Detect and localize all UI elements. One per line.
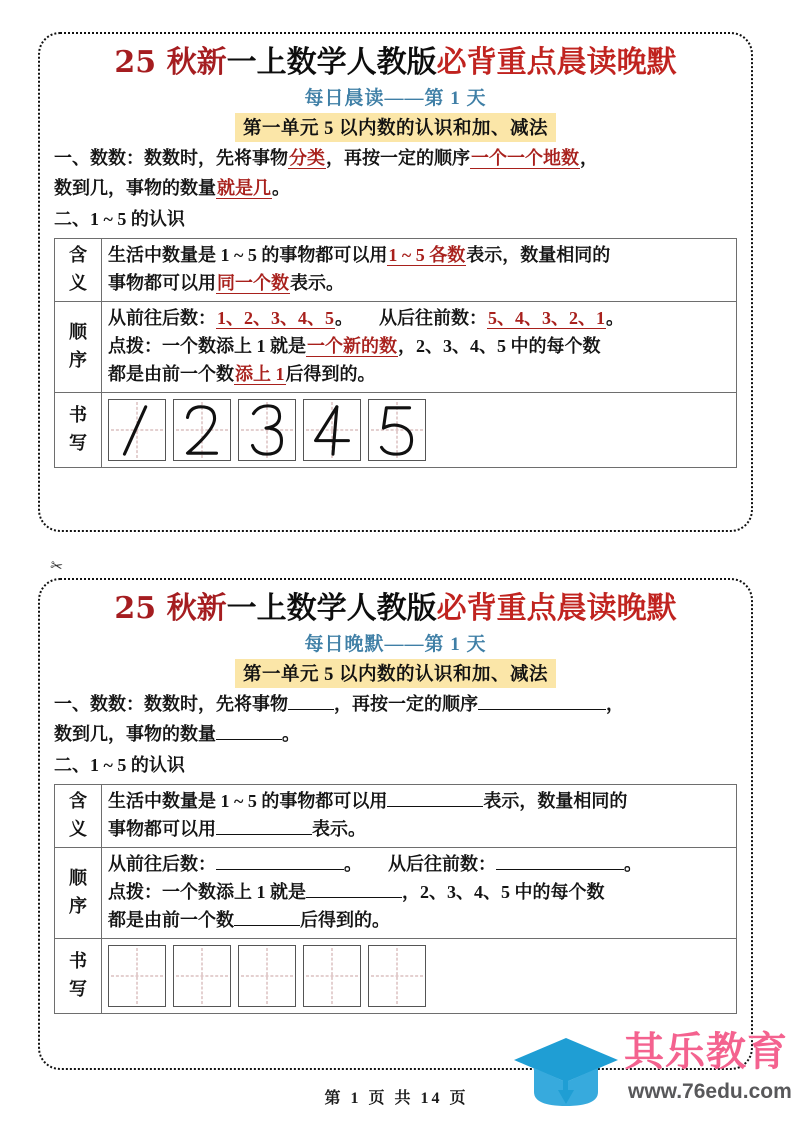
writing-box-group-filled — [108, 399, 730, 461]
watermark-url: www.76edu.com — [628, 1080, 792, 1103]
row-content-order — [102, 847, 737, 938]
table-row-meaning — [55, 785, 737, 848]
morning-subtitle: 每日晨读——第 1 天 — [304, 87, 487, 109]
writing-box[interactable] — [238, 399, 296, 461]
order-l2-post: ，2、3、4、5 中的每个数 — [402, 881, 605, 902]
s1-line2-pre: 数到几，事物的数量 — [54, 177, 216, 198]
meaning-line1 — [108, 242, 730, 270]
watermark-logo — [512, 1028, 792, 1114]
label-char-1: 顺 — [69, 867, 87, 888]
order-l1-mid: 。 — [344, 853, 362, 874]
handwritten-digit-3 — [239, 400, 295, 460]
answer-blank[interactable] — [478, 709, 606, 710]
morning-section2-heading: 二、1 ~ 5 的认识 — [54, 208, 185, 229]
order-l3-post: 后得到的。 — [285, 363, 376, 384]
writing-box[interactable] — [303, 945, 361, 1007]
table-row-order — [55, 847, 737, 938]
morning-section1-line1: 一、数数：数数时，先将事物分类，再按一定的顺序一个一个地数， — [54, 147, 598, 168]
row-content-order — [102, 301, 737, 392]
evening-section2-heading: 二、1 ~ 5 的认识 — [54, 754, 185, 775]
graduation-cap-icon — [512, 1034, 620, 1110]
answer-blank[interactable] — [306, 897, 402, 898]
writing-box[interactable] — [368, 399, 426, 461]
title-tail: 必背重点晨读晚默 — [436, 591, 677, 626]
unit-banner: 第一单元 5 以内数的认识和加、减法 — [235, 659, 556, 688]
label-char-1: 书 — [69, 950, 87, 971]
meaning-l2-pre: 事物都可以用 — [108, 818, 216, 839]
writing-box[interactable] — [108, 945, 166, 1007]
order-l1-pre2: 从后往前数： — [379, 307, 487, 328]
meaning-l1-pre: 生活中数量是 1 ~ 5 的事物都可以用 — [108, 791, 388, 812]
row-label-meaning — [55, 239, 102, 302]
handwritten-digit-1 — [109, 400, 165, 460]
title-prefix: 25 秋新 — [114, 591, 227, 626]
label-char-2: 写 — [69, 978, 87, 999]
meaning-answer-1: 1 ~ 5 各数 — [388, 245, 466, 266]
writing-box[interactable] — [173, 399, 231, 461]
label-char-2: 序 — [69, 895, 87, 916]
order-line2 — [108, 879, 730, 907]
row-label-meaning — [55, 785, 102, 848]
meaning-l1-pre: 生活中数量是 1 ~ 5 的事物都可以用 — [108, 245, 388, 266]
morning-banner-wrap — [54, 113, 737, 142]
order-line2 — [108, 333, 730, 361]
table-row-meaning — [55, 239, 737, 302]
answer-blank[interactable] — [387, 806, 483, 807]
meaning-answer-2: 同一个数 — [217, 272, 289, 293]
title-middle: 一上数学人教 — [226, 591, 407, 626]
evening-section1-line2 — [54, 720, 737, 749]
label-char-2: 义 — [69, 272, 87, 293]
writing-box[interactable] — [368, 945, 426, 1007]
morning-section1-line2 — [54, 174, 737, 203]
writing-box[interactable] — [303, 399, 361, 461]
order-l1-mid: 。 — [335, 307, 353, 328]
s1-line2-pre: 数到几，事物的数量 — [54, 723, 216, 744]
meaning-l1-post: 表示，数量相同的 — [466, 245, 611, 266]
row-content-meaning — [102, 239, 737, 302]
label-char-1: 顺 — [69, 321, 87, 342]
row-label-order — [55, 847, 102, 938]
morning-table — [54, 238, 737, 467]
s1-line2-post: 。 — [282, 723, 300, 744]
scissors-icon: ✂ — [48, 557, 65, 577]
page-title-2 — [54, 592, 737, 626]
title-middle: 一上数学人教 — [226, 45, 407, 80]
order-line1 — [108, 305, 730, 333]
order-l1-pre: 从前往后数： — [108, 307, 216, 328]
page-title — [54, 46, 737, 80]
writing-box[interactable] — [238, 945, 296, 1007]
s1-lead: 一、数数：数数时，先将事物 — [54, 147, 288, 168]
answer-blank[interactable] — [496, 869, 624, 870]
label-char-1: 书 — [69, 404, 87, 425]
table-row-writing — [55, 938, 737, 1013]
order-l2-post: ，2、3、4、5 中的每个数 — [398, 335, 601, 356]
row-label-writing — [55, 938, 102, 1013]
answer-blank[interactable] — [216, 834, 312, 835]
order-answer-1: 1、2、3、4、5 — [217, 307, 334, 328]
evening-subtitle: 每日晚默——第 1 天 — [304, 633, 487, 655]
row-label-writing — [55, 392, 102, 467]
s1-answer-3: 就是几 — [217, 177, 271, 198]
order-l1-post: 。 — [624, 853, 642, 874]
order-l1-pre: 从前往后数： — [108, 853, 216, 874]
order-l1-pre2: 从后往前数： — [388, 853, 496, 874]
title-tail: 必背重点晨读晚默 — [436, 45, 677, 80]
s1-mid: ，再按一定的顺序 — [334, 693, 478, 714]
meaning-l2-post: 表示。 — [312, 818, 366, 839]
handwritten-digit-2 — [174, 400, 230, 460]
meaning-l2-pre: 事物都可以用 — [108, 272, 216, 293]
row-content-writing — [102, 938, 737, 1013]
meaning-line2 — [108, 816, 730, 844]
writing-box[interactable] — [173, 945, 231, 1007]
order-line3 — [108, 361, 730, 389]
label-char-2: 序 — [69, 349, 87, 370]
answer-blank[interactable] — [288, 709, 334, 710]
label-char-2: 写 — [69, 432, 87, 453]
order-line3 — [108, 907, 730, 935]
s1-lead: 一、数数：数数时，先将事物 — [54, 693, 288, 714]
order-l3-pre: 都是由前一个数 — [108, 909, 234, 930]
s1-answer-1: 分类 — [289, 147, 325, 168]
evening-banner-wrap — [54, 659, 737, 688]
handwritten-digit-4 — [304, 400, 360, 460]
handwritten-digit-5 — [369, 400, 425, 460]
title-prefix: 25 秋新 — [114, 45, 227, 80]
table-row-order — [55, 301, 737, 392]
s1-answer-2: 一个一个地数 — [471, 147, 579, 168]
row-content-writing — [102, 392, 737, 467]
order-l3-pre: 都是由前一个数 — [108, 363, 234, 384]
table-row-writing — [55, 392, 737, 467]
s1-mid: ，再按一定的顺序 — [326, 147, 470, 168]
meaning-l2-post: 表示。 — [290, 272, 344, 293]
order-answer-2: 5、4、3、2、1 — [488, 307, 605, 328]
order-l3-post: 后得到的。 — [300, 909, 390, 930]
order-l1-post: 。 — [606, 307, 624, 328]
title-suffix: 版 — [406, 591, 437, 626]
page-footer: 第 1 页 共 14 页 — [324, 1090, 469, 1107]
evening-card — [38, 578, 753, 1070]
order-l2-pre: 点拨：一个数添上 1 就是 — [108, 881, 306, 902]
unit-banner: 第一单元 5 以内数的认识和加、减法 — [235, 113, 556, 142]
writing-box-group-empty — [108, 945, 730, 1007]
label-char-1: 含 — [69, 245, 87, 266]
order-answer-4: 添上 1 — [235, 363, 285, 384]
row-label-order — [55, 301, 102, 392]
meaning-line1 — [108, 788, 730, 816]
writing-box[interactable] — [108, 399, 166, 461]
answer-blank[interactable] — [234, 925, 300, 926]
label-char-2: 义 — [69, 818, 87, 839]
answer-blank[interactable] — [216, 739, 282, 740]
meaning-l1-post: 表示，数量相同的 — [483, 791, 628, 812]
s1-line2-post: 。 — [272, 177, 290, 198]
morning-card — [38, 32, 753, 532]
order-l2-pre: 点拨：一个数添上 1 就是 — [108, 335, 306, 356]
evening-table — [54, 784, 737, 1013]
answer-blank[interactable] — [216, 869, 344, 870]
evening-section1-line1: 一、数数：数数时，先将事物 ，再按一定的顺序 ， — [54, 693, 624, 714]
title-suffix: 版 — [406, 45, 437, 80]
meaning-line2 — [108, 270, 730, 298]
order-line1 — [108, 851, 730, 879]
watermark-brand: 其乐教育 — [624, 1028, 788, 1075]
order-answer-3: 一个新的数 — [307, 335, 397, 356]
row-content-meaning — [102, 785, 737, 848]
label-char-1: 含 — [69, 791, 87, 812]
